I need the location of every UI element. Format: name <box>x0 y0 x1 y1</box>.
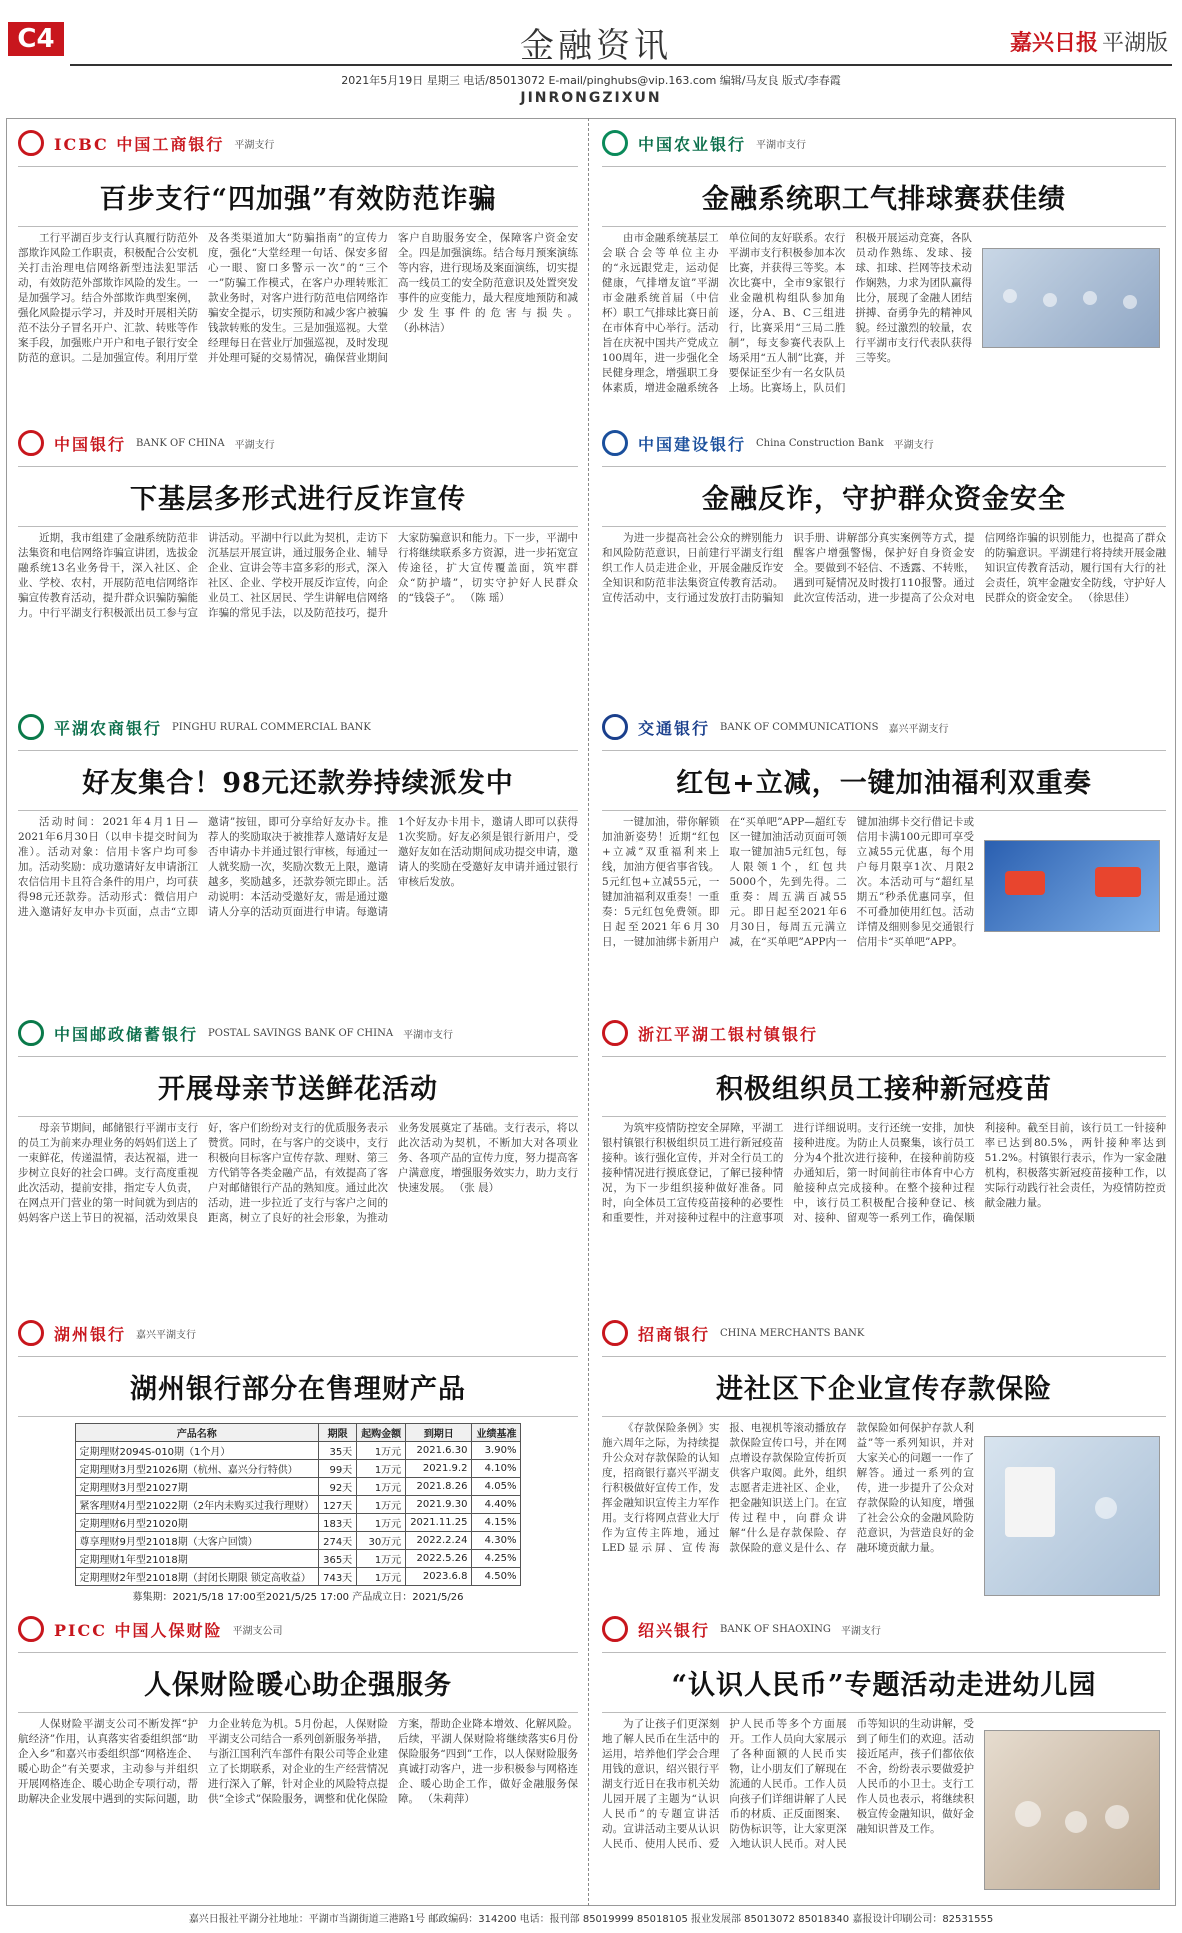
table-cell: 1万元 <box>357 1550 406 1568</box>
brand-edition: 平湖版 <box>1101 31 1168 56</box>
logo-row <box>18 126 578 160</box>
product-table-body <box>75 1442 521 1586</box>
author: （徐思佳） <box>1082 592 1135 604</box>
article-cmb <box>602 1316 1166 1606</box>
bank-english-name: BANK OF SHAOXING <box>720 1623 831 1635</box>
photo-figure <box>1123 295 1137 309</box>
bank-logo-icon <box>602 1020 628 1046</box>
article-body <box>18 815 578 995</box>
body-text: 《存款保险条例》实施六周年之际，为持续提升公众对存款保险的认知度，招商银行嘉兴平湖支行积极做好宣传工作，发挥金融知识宣传主力军作用。支行将网点营业大厅作为宣传主阵地，通过LED显示屏、宣传海报、电视机等滚动播放存款保险宣传口号，并在网点增设存款保险宣传折页供客户取阅。此外，组织志愿者走进社区、企业，把金融知识送上门。在宣传过程中，向群众讲解“什么是存款保险、存款保险的意义是什么、存款保险如何保护存款人利益”等一系列知识，并对大家关心的问题一一作了解答。通过一系列的宣传，进一步提升了公众对存款保险的认知度，增强了社会公众的金融风险防范意识，为营造良好的金融环境贡献力量。 <box>602 1422 974 1554</box>
headline: 湖州银行部分在售理财产品 <box>18 1356 578 1417</box>
article-psbc <box>18 1016 578 1306</box>
article-body <box>18 1717 578 1889</box>
column-header: 起购金额 <box>357 1424 406 1442</box>
body-text: 为筑牢疫情防控安全屏障，平湖工银村镇银行积极组织员工进行新冠疫苗接种。该行强化宣传，并对全行员工的接种情况进行摸底登记，了解已接种情况，为下一步组织接种做好准备。同时，向全体员工宣传疫苗接种的必要性和重要性，并对接种过程中的注意事项进行详细说明。支行还统一安排，加快接种进度。为防止人员聚集，该行员工分为4个批次进行接种，在接种前防疫办通知后，第一时间前往市体育中心方舱接种点完成接种。在整个接种过程中，该行员工积极配合接种登记、核对、接种、留观等一系列工作，确保顺利接种。截至目前，该行员工一针接种率已达到80.5%，两针接种率达到51.2%。村镇银行表示，作为一家金融机构，积极落实新冠疫苗接种工作，以实际行动践行社会责任，为疫情防控贡献金融力量。 <box>602 1122 1166 1224</box>
table-cell: 1万元 <box>357 1442 406 1460</box>
table-cell: 4.50% <box>472 1568 521 1586</box>
headline: 开展母亲节送鲜花活动 <box>18 1056 578 1117</box>
table-cell: 1万元 <box>357 1478 406 1496</box>
table-cell: 2021.6.30 <box>406 1442 472 1460</box>
logo-row <box>18 426 578 460</box>
headline: 百步支行“四加强”有效防范诈骗 <box>18 166 578 227</box>
column-header: 期限 <box>319 1424 357 1442</box>
column-header: 业绩基准 <box>472 1424 521 1442</box>
photo-figure <box>1043 293 1057 307</box>
table-cell: 紧客理财4月型21022期（2年内未购买过我行理财） <box>75 1496 319 1514</box>
table-row <box>75 1460 521 1478</box>
logo-row <box>18 1612 578 1646</box>
article-picc <box>18 1612 578 1902</box>
bank-name: 招商银行 <box>638 1324 711 1344</box>
photo-figure <box>1105 1805 1129 1829</box>
article-rcb <box>18 710 578 1010</box>
table-cell: 1万元 <box>357 1568 406 1586</box>
volleyball-team-photo <box>982 248 1160 348</box>
table-cell: 2022.2.24 <box>406 1532 472 1550</box>
bank-name: 中国银行 <box>54 434 127 454</box>
author: （孙林洁） <box>398 322 451 334</box>
bank-branch: 平湖市支行 <box>403 1029 454 1041</box>
page-number: C4 <box>8 22 64 56</box>
section-pinyin: JINRONGZIXUN <box>520 90 662 106</box>
table-cell: 2021.8.26 <box>406 1478 472 1496</box>
table-row <box>75 1514 521 1532</box>
bank-logo-icon <box>602 714 628 740</box>
bank-logo-icon <box>18 1320 44 1346</box>
bank-english-name: BANK OF CHINA <box>136 437 225 449</box>
table-cell: 2021.11.25 <box>406 1514 472 1532</box>
logo-row <box>602 426 1166 460</box>
bank-english-name: China Construction Bank <box>756 437 884 449</box>
article-body <box>602 815 974 995</box>
table-cell: 4.40% <box>472 1496 521 1514</box>
table-cell: 定期理财6月型21020期 <box>75 1514 319 1532</box>
article-boc <box>18 426 578 706</box>
article-body <box>602 1717 974 1889</box>
body-text: 活动时间：2021年4月1日—2021年6月30日（以申卡提交时间为准）。活动对象：信用卡客户均可参加。活动奖励：成功邀请好友申请浙江农信信用卡且符合条件的用户，均可获得98元还款券。活动形式：微信用户进入邀请好友申办卡页面，点击“立即邀请”按钮，即可分享给好友办卡。推荐人的奖励取决于被推荐人邀请好友是否申请办卡并通过银行审核，每通过一人就奖励一次，奖励次数无上限，邀请越多，奖励越多，还款券领完即止。活动说明：本活动受邀好友，需是通过邀请人分享的活动页面进行申请。每邀请1个好友办卡用卡，邀请人即可以获得1次奖励。好友必须是银行新用户，受邀好友如在活动期间成功提交申请，邀请人的奖励在受邀好友申请并通过银行审核后发放。 <box>18 816 578 918</box>
newspaper-brand <box>1010 26 1168 57</box>
logo-row <box>18 1016 578 1050</box>
bank-name: 平湖农商银行 <box>54 718 163 738</box>
bank-branch: 平湖支行 <box>840 1625 881 1637</box>
bank-name: 浙江平湖工银村镇银行 <box>638 1024 819 1044</box>
table-row <box>75 1496 521 1514</box>
table-cell: 127天 <box>319 1496 357 1514</box>
bank-english-name: CHINA MERCHANTS BANK <box>720 1327 865 1339</box>
headline: “认识人民币”专题活动走进幼儿园 <box>602 1652 1166 1713</box>
masthead-rule <box>70 64 1172 66</box>
banner-badge <box>1005 871 1045 895</box>
bank-logo-icon <box>602 1616 628 1642</box>
table-cell: 4.25% <box>472 1550 521 1568</box>
body-text: 一键加油，带你解锁加油新姿势！近期“红包+立减”双重福利来上线，加油方便省事省钱。5元红包+立减55元，一键加油福利双重奏！一重奏：5元红包免费领。即日起至2021年6月30日，一键加油绑卡新用户在“买单吧”APP—超红专区一键加油活动页面可领取一键加油5元红包，每人限领1个，红包共5000个，先到先得。二重奏：周五满百减55元。即日起至2021年6月30日，每周五元满立减，在“买单吧”APP内一键加油绑卡交行借记卡或信用卡满100元即可享受立减55元优惠，每个用户每月限享1次、月限2次。本活动可与“超红星期五”秒杀优惠同享，但不可叠加使用红包。活动详情及细则参见交通银行信用卡“买单吧”APP。 <box>602 816 974 948</box>
headline: 好友集合！98元还款券持续派发中 <box>18 750 578 811</box>
article-ccb <box>602 426 1166 706</box>
table-cell: 35天 <box>319 1442 357 1460</box>
headline: 金融系统职工气排球赛获佳绩 <box>602 166 1166 227</box>
masthead <box>0 0 1182 108</box>
bank-name: 湖州银行 <box>54 1324 127 1344</box>
body-text: 母亲节期间，邮储银行平湖市支行的员工为前来办理业务的妈妈们送上了一束鲜花，传递温情，表达祝福，进一步树立良好的社会口碑。支行高度重视此次活动，提前安排，指定专人负责，在网点开门营业的第一时间就为到店的妈妈客户送上节日的祝福，活动效果良好，客户们纷纷对支行的优质服务表示赞赏。同时，在与客户的交谈中，支行积极向目标客户宣传存款、理财、第三方代销等各类金融产品，有效提高了客户对邮储银行产品的熟知度。通过此次活动，进一步拉近了支行与客户之间的距离，树立了良好的社会形象，为推动业务发展奠定了基础。支行表示，将以此次活动为契机，不断加大对各项业务、各项产品的宣传力度，努力提高客户满意度，增强服务效实力，助力支行快速发展。 <box>18 1122 578 1224</box>
bank-name: 交通银行 <box>638 718 711 738</box>
headline: 进社区下企业宣传存款保险 <box>602 1356 1166 1417</box>
logo-row <box>602 710 1166 744</box>
bank-logo-icon <box>18 130 44 156</box>
logo-row <box>602 1612 1166 1646</box>
logo-row <box>602 1316 1166 1350</box>
photo-figure <box>1083 291 1097 305</box>
article-shaoxing <box>602 1612 1166 1902</box>
article-huzhou <box>18 1316 578 1606</box>
photo-figure <box>1015 1801 1041 1827</box>
bank-branch: 嘉兴平湖支行 <box>136 1329 197 1341</box>
photo-figure <box>1065 1811 1087 1833</box>
dateline: 2021年5月19日 星期三 电话/85013072 E-mail/pinghubs@vip.163.com 编辑/马友良 版式/李春霞 <box>341 74 841 87</box>
bank-branch: 平湖支行 <box>893 439 934 451</box>
bank-logo-icon <box>18 1020 44 1046</box>
article-body <box>602 1421 974 1606</box>
bank-logo-icon <box>602 1320 628 1346</box>
bank-name: PICC 中国人保财险 <box>54 1620 223 1640</box>
bank-name: 中国邮政储蓄银行 <box>54 1024 199 1044</box>
headline: 人保财险暖心助企强服务 <box>18 1652 578 1713</box>
table-cell: 1万元 <box>357 1496 406 1514</box>
article-abc <box>602 126 1166 426</box>
table-row <box>75 1478 521 1496</box>
table-note: 募集期：2021/5/18 17:00至2021/5/25 17:00 产品成立日：2021/5/26 <box>132 1592 464 1603</box>
table-cell: 定期理财3月型21027期 <box>75 1478 319 1496</box>
bank-logo-icon <box>602 130 628 156</box>
table-cell: 92天 <box>319 1478 357 1496</box>
table-cell: 99天 <box>319 1460 357 1478</box>
article-body <box>18 1121 578 1293</box>
banner-badge <box>1095 867 1141 897</box>
table-cell: 1万元 <box>357 1460 406 1478</box>
bank-english-name: PINGHU RURAL COMMERCIAL BANK <box>172 721 371 733</box>
article-body <box>18 231 578 403</box>
table-cell: 183天 <box>319 1514 357 1532</box>
table-cell: 尊享理财9月型21018期（大客户回馈） <box>75 1532 319 1550</box>
table-cell: 4.10% <box>472 1460 521 1478</box>
bank-logo-icon <box>602 430 628 456</box>
body-text: 为了让孩子们更深刻地了解人民币在生活中的运用，培养他们学会合理用钱的意识，绍兴银行平湖支行近日在我市机关幼儿园开展了主题为“认识人民币”的专题宣讲活动。宣讲活动主要从认识人民币、使用人民币、爱护人民币等多个方面展开。工作人员向大家展示了各种面额的人民币实物，让小朋友们了解现在流通的人民币。工作人员向孩子们详细讲解了人民币的材质、正反面图案、防伪标识等，让大家更深入地认识人民币。对人民币等知识的生动讲解，受到了师生们的欢迎。活动接近尾声，孩子们都依依不舍，纷纷表示要做爱护人民币的小卫士。支行工作人员也表示，将继续积极宣传金融知识，做好金融知识普及工作。 <box>602 1718 974 1850</box>
table-cell: 定期理财1年型21018期 <box>75 1550 319 1568</box>
author: （朱莉萍） <box>422 1793 475 1805</box>
table-row <box>75 1442 521 1460</box>
body-text: 人保财险平湖支公司不断发挥“护航经济”作用，认真落实省委组织部“助企入乡”和嘉兴市委组织部“网格连企、暖心助企”有关要求，主动参与并组织开展网格连企、暖心助企专项行动，帮助解决企业发展中遇到的实际问题，助力企业转危为机。5月份起，人保财险平湖支公司结合一系列创新服务举措，与浙江国利汽车部件有限公司等企业建立了长期联系，对企业的生产经营情况进行深入了解，针对企业的风险特点提供“全诊式”保险服务，调整和优化保险方案，帮助企业降本增效、化解风险。后续，平湖人保财险将继续落实6月份保险服务“四到”工作，以人保财险服务真诚打动客户，进一步积极参与网格连企、暖心助企工作，做好金融服务保障。 <box>18 1718 578 1805</box>
table-header-row <box>75 1424 521 1442</box>
bank-branch: 嘉兴平湖支行 <box>888 723 949 735</box>
author: （陈 瑶） <box>464 592 510 604</box>
community-publicity-photo <box>984 1436 1160 1596</box>
article-body <box>602 231 972 403</box>
section-title: 金融资讯 <box>520 26 672 66</box>
logo-row <box>18 710 578 744</box>
headline: 下基层多形式进行反诈宣传 <box>18 466 578 527</box>
body-text: 近期，我市组建了金融系统防范非法集资和电信网络诈骗宣讲团，选拔金融系统13名业务骨干，深入社区、企业、学校、农村，开展防范电信网络诈骗宣传教育活动，提升群众识骗防骗能力。中行平湖支行积极派出员工参与宣讲活动。平湖中行以此为契机，走访下沉基层开展宣讲，通过服务企业、辅导企业、宣讲会等丰富多彩的形式，深入社区、企业、学校开展反诈宣传，向企业员工、社区居民、学生讲解电信网络诈骗的常见手法，以及防范技巧，提升大家防骗意识和能力。下一步，平湖中行将继续联系多方资源，进一步拓宽宣传途径，扩大宣传覆盖面，筑牢群众“防护墙”，切实守护好人民群众的“钱袋子”。 <box>18 532 578 619</box>
article-bocom <box>602 710 1166 1010</box>
article-zjph <box>602 1016 1166 1306</box>
table-cell: 定期理财3月型21026期（杭州、嘉兴分行特供） <box>75 1460 319 1478</box>
page-footer: 嘉兴日报社平湖分社地址：平湖市当湖街道三港路1号 邮政编码：314200 电话：报刊部 85019999 85018105 报业发展部 85013072 85018340 嘉报设计印刷公司：82531555 <box>188 1914 994 1925</box>
article-icbc <box>18 126 578 426</box>
bank-logo-icon <box>18 430 44 456</box>
bank-branch: 平湖支公司 <box>232 1625 283 1637</box>
article-body <box>602 1121 1166 1293</box>
brand-name: 嘉兴日报 <box>1009 30 1098 56</box>
table-cell: 743天 <box>319 1568 357 1586</box>
table-cell: 定期理财2094S-010期（1个月） <box>75 1442 319 1460</box>
bank-name: 绍兴银行 <box>638 1620 711 1640</box>
bank-name: 中国农业银行 <box>638 134 747 154</box>
headline: 积极组织员工接种新冠疫苗 <box>602 1056 1166 1117</box>
bank-branch: 平湖市支行 <box>756 139 807 151</box>
bank-name: ICBC 中国工商银行 <box>54 134 225 154</box>
table-cell: 30万元 <box>357 1532 406 1550</box>
photo-poster <box>1005 1467 1055 1537</box>
photo-figure <box>1095 1497 1117 1519</box>
bank-branch: 平湖支行 <box>234 139 275 151</box>
table-row <box>75 1532 521 1550</box>
table-row <box>75 1568 521 1586</box>
table-cell: 4.15% <box>472 1514 521 1532</box>
column-divider <box>588 118 589 1906</box>
fuel-promo-banner <box>984 840 1160 932</box>
table-cell: 1万元 <box>357 1514 406 1532</box>
table-cell: 4.05% <box>472 1478 521 1496</box>
body-text: 工行平湖百步支行认真履行防范外部欺诈风险工作职责，积极配合公安机关打击治理电信网络新型违法犯罪活动，有效防范外部欺诈风险的发生。一是加强学习。结合外部欺诈典型案例，强化风险提示学习，并及时开展相关防范不法分子冒名开户、汇款、转账等作案手段，加强账户开户和电子银行安全防范的意识。二是加强宣传。利用厅堂及各类渠道加大“防骗指南”的宣传力度，强化“大堂经理一句话、保安多留心一眼、窗口多警示一次”的“三个一”防骗工作模式，在客户办理转账汇款业务时，对客户进行防范电信网络诈骗安全提示，切实预防和减少客户被骗钱款转账的发生。三是加强巡视。大堂经理每日在营业厅加强巡视，及时发现并处理可疑的交易情况，确保营业期间客户自助服务安全，保障客户资金安全。四是加强演练。结合每月预案演练等内容，进行现场及案面演练，切实提高一线员工的安全防范意识及处置突发事件的应变能力，最大程度地预防和减少发生事件的危害与损失。 <box>18 232 578 364</box>
bank-name: 中国建设银行 <box>638 434 747 454</box>
bank-logo-icon <box>18 714 44 740</box>
table-cell: 2023.6.8 <box>406 1568 472 1586</box>
table-row <box>75 1550 521 1568</box>
headline: 金融反诈，守护群众资金安全 <box>602 466 1166 527</box>
table-cell: 2021.9.2 <box>406 1460 472 1478</box>
logo-row <box>602 126 1166 160</box>
table-cell: 274天 <box>319 1532 357 1550</box>
bank-english-name: BANK OF COMMUNICATIONS <box>720 721 879 733</box>
body-text: 由市金融系统基层工会联合会等单位主办的“永远跟党走，运动促健康，气排增友谊”平湖市金融系统首届（中信杯）职工气排球比赛日前在市体育中心举行。活动旨在庆祝中国共产党成立100周年，进一步强化全民健身理念，增强职工身体素质，增进金融系统各单位间的友好联系。农行平湖市支行积极参加本次比赛，并获得三等奖。本次比赛中，全市9家银行业金融机构组队参加角逐，分A、B、C三组进行，比赛采用“三局二胜制”，每支参赛代表队上场采用“五人制”比赛，并要保证至少有一名女队员上场。比赛场上，队员们积极开展运动竞赛，各队员动作熟练、发球、接球、扣球、拦网等技术动作娴熟，力求为团队赢得比分，展现了金融人团结拼搏、奋勇争先的精神风貌。经过激烈的较量，农行平湖市支行代表队获得三等奖。 <box>602 232 972 394</box>
bank-logo-icon <box>18 1616 44 1642</box>
bank-branch: 平湖支行 <box>234 439 275 451</box>
table-cell: 365天 <box>319 1550 357 1568</box>
article-body <box>18 531 578 696</box>
bank-english-name: POSTAL SAVINGS BANK OF CHINA <box>208 1027 394 1039</box>
logo-row <box>602 1016 1166 1050</box>
table-cell: 3.90% <box>472 1442 521 1460</box>
logo-row <box>18 1316 578 1350</box>
table-cell: 2021.9.30 <box>406 1496 472 1514</box>
article-body <box>602 531 1166 696</box>
table-cell: 4.30% <box>472 1532 521 1550</box>
product-table <box>75 1423 522 1586</box>
table-cell: 2022.5.26 <box>406 1550 472 1568</box>
author: （张 晨） <box>453 1182 500 1194</box>
kindergarten-activity-photo <box>984 1730 1160 1890</box>
table-cell: 定期理财2年型21018期（封闭长期限 锁定高收益） <box>75 1568 319 1586</box>
column-header: 产品名称 <box>75 1424 319 1442</box>
headline: 红包+立减，一键加油福利双重奏 <box>602 750 1166 811</box>
photo-figure <box>1003 289 1017 303</box>
body-text: 为进一步提高社会公众的辨别能力和风险防范意识，日前建行平湖支行组织工作人员走进企业，开展金融反诈安全知识和防范非法集资宣传教育活动。宣传活动中，支行通过发放打击防骗知识手册、讲解部分真实案例等方式，提醒客户增强警惕，保护好自身资金安全。要做到不轻信、不透露、不转账，遇到可疑情况及时拨打110报警。通过此次宣传活动，进一步提高了公众对电信网络诈骗的识别能力，也提高了群众的防骗意识。平湖建行将持续开展金融知识宣传教育活动，履行国有大行的社会责任，筑牢金融安全防线，守护好人民群众的资金安全。 <box>602 532 1166 604</box>
column-header: 到期日 <box>406 1424 472 1442</box>
